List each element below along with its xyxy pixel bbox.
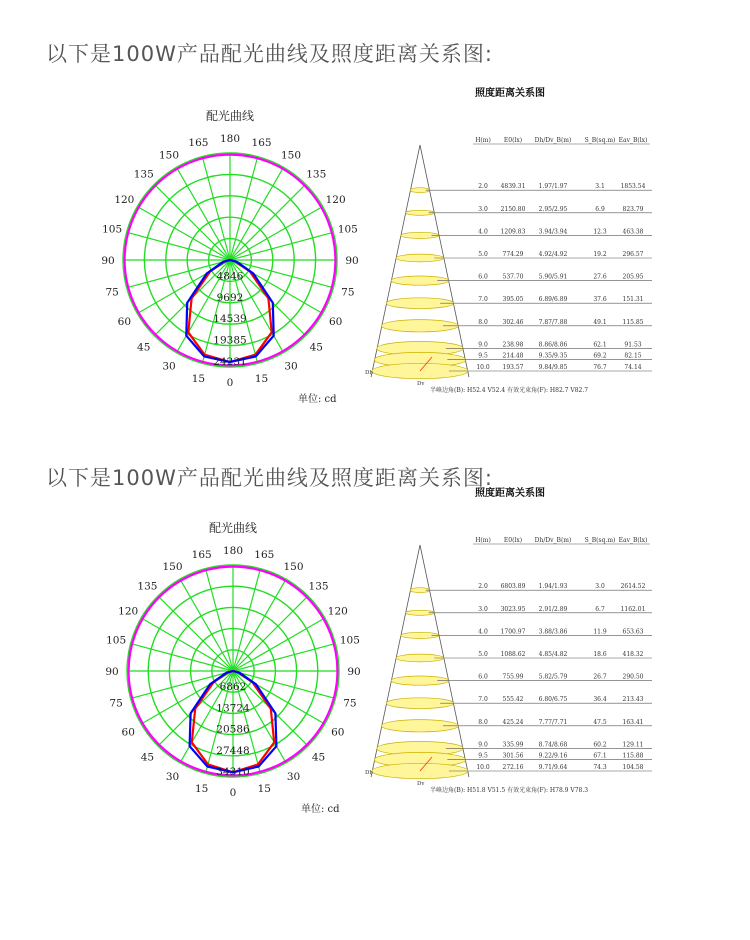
figure-2 xyxy=(0,424,750,844)
table-cell: 47.5 xyxy=(593,718,607,726)
cone-chart xyxy=(365,86,652,394)
angle-label: 120 xyxy=(118,605,139,618)
angle-label: 165 xyxy=(188,137,209,150)
table-cell: 6.0 xyxy=(478,673,488,681)
grid-spoke xyxy=(230,184,306,260)
angle-label: 180 xyxy=(219,133,241,145)
section-2 xyxy=(0,424,750,844)
table-cell: 7.87/7.88 xyxy=(538,318,568,326)
table-cell: 9.5 xyxy=(478,352,488,360)
angle-label: 45 xyxy=(140,751,155,764)
angle-label: 0 xyxy=(226,377,234,389)
candela-label: 19385 xyxy=(213,334,247,347)
unit-label: 单位: cd xyxy=(298,394,337,405)
angle-label: 75 xyxy=(105,286,119,299)
cone-title: 照度距离关系图 xyxy=(475,488,545,499)
grid-spoke xyxy=(177,167,231,260)
table-cell: 74.3 xyxy=(593,764,607,771)
table-cell: 6.80/6.75 xyxy=(538,696,568,704)
angle-label: 180 xyxy=(222,545,244,557)
table-cell: 272.16 xyxy=(502,764,524,771)
table-cell: 2.0 xyxy=(478,183,488,191)
section-title: 以下是100W产品配光曲线及照度距离关系图: xyxy=(46,42,493,66)
table-cell: 9.22/9.16 xyxy=(538,752,568,760)
table-header: Dh/Dv_B(m) xyxy=(534,137,572,144)
angle-label: 75 xyxy=(109,697,123,710)
table-cell: 9.5 xyxy=(478,752,488,760)
table-cell: 7.0 xyxy=(478,296,488,304)
table-header: E0(lx) xyxy=(503,537,523,544)
angle-label: 90 xyxy=(105,666,119,678)
grid-spoke xyxy=(141,618,233,671)
table-cell: 104.58 xyxy=(622,764,644,771)
angle-label: 165 xyxy=(251,137,272,150)
table-cell: 9.84/9.85 xyxy=(538,364,568,371)
table-cell: 7.0 xyxy=(478,696,488,704)
candela-label: 9692 xyxy=(216,291,244,304)
table-cell: 11.9 xyxy=(593,628,607,636)
angle-label: 15 xyxy=(191,372,206,385)
candela-label: 24231 xyxy=(213,356,247,368)
table-cell: 8.0 xyxy=(478,718,488,726)
table-cell: 163.41 xyxy=(622,718,644,726)
table-cell: 6.7 xyxy=(595,605,605,613)
table-cell: 4.92/4.92 xyxy=(538,251,568,258)
table-cell: 4.85/4.82 xyxy=(538,651,568,658)
dv-label: Dv xyxy=(417,781,425,787)
table-cell: 823.79 xyxy=(622,205,644,213)
table-cell: 67.1 xyxy=(593,752,607,760)
angle-label: 15 xyxy=(254,372,269,385)
angle-label: 60 xyxy=(121,726,135,739)
table-cell: 4839.31 xyxy=(500,183,526,191)
table-header: Eav_B(lx) xyxy=(618,537,648,544)
angle-label: 105 xyxy=(102,223,123,236)
angle-label: 105 xyxy=(106,634,127,647)
angle-label: 30 xyxy=(162,360,176,373)
cone-footer: 半峰边角(B): H51.8 V51.5 有效光束角(F): H78.9 V78.3 xyxy=(430,787,589,794)
angle-label: 15 xyxy=(257,782,272,795)
grid-spoke xyxy=(180,579,233,671)
table-cell: 69.2 xyxy=(593,352,607,360)
table-cell: 3.0 xyxy=(478,605,488,613)
table-cell: 335.99 xyxy=(502,741,524,749)
dh-label: Dh xyxy=(365,770,373,776)
polar-chart xyxy=(101,108,358,405)
table-cell: 9.71/9.64 xyxy=(538,764,568,771)
table-cell: 395.05 xyxy=(502,296,524,304)
table-cell: 2.0 xyxy=(478,583,488,591)
table-cell: 2.91/2.89 xyxy=(538,605,568,613)
angle-label: 30 xyxy=(286,770,301,783)
table-cell: 74.14 xyxy=(624,364,642,371)
dh-label: Dh xyxy=(365,370,373,376)
unit-label: 单位: cd xyxy=(301,804,340,815)
angle-label: 150 xyxy=(283,561,304,574)
table-cell: 4.0 xyxy=(478,228,488,236)
section-1 xyxy=(0,0,750,420)
table-cell: 3.1 xyxy=(595,183,605,191)
table-cell: 7.77/7.71 xyxy=(538,718,568,726)
candela-label: 27448 xyxy=(216,744,250,757)
table-cell: 27.6 xyxy=(593,273,607,281)
angle-label: 75 xyxy=(341,286,355,299)
table-cell: 5.82/5.79 xyxy=(538,673,568,681)
table-cell: 5.0 xyxy=(478,651,488,658)
cone-footer: 半峰边角(B): H52.4 V52.4 有效光束角(F): H82.7 V82.7 xyxy=(430,387,589,394)
table-cell: 238.98 xyxy=(502,341,524,349)
table-cell: 10.0 xyxy=(476,764,490,771)
angle-label: 75 xyxy=(343,697,357,710)
table-cell: 418.32 xyxy=(622,651,644,658)
table-header: Eav_B(lx) xyxy=(618,137,648,144)
angle-label: 135 xyxy=(308,580,329,593)
table-cell: 82.15 xyxy=(624,352,642,360)
table-header: Dh/Dv_B(m) xyxy=(534,537,572,544)
figure-1 xyxy=(0,0,750,420)
table-cell: 9.0 xyxy=(478,741,488,749)
table-cell: 3.0 xyxy=(595,583,605,591)
candela-label: 34310 xyxy=(216,766,250,778)
table-cell: 4.0 xyxy=(478,628,488,636)
table-cell: 555.42 xyxy=(502,696,524,704)
table-cell: 3.0 xyxy=(478,205,488,213)
table-cell: 6.0 xyxy=(478,273,488,281)
angle-label: 135 xyxy=(137,580,158,593)
table-cell: 302.46 xyxy=(502,318,524,326)
table-header: H(m) xyxy=(475,537,491,544)
table-cell: 774.29 xyxy=(502,251,524,258)
angle-label: 60 xyxy=(328,316,343,328)
angle-label: 165 xyxy=(254,549,275,562)
grid-spoke xyxy=(233,596,308,671)
table-cell: 60.2 xyxy=(593,741,607,749)
grid-spoke xyxy=(230,207,323,261)
table-cell: 653.63 xyxy=(622,628,644,636)
table-cell: 8.0 xyxy=(478,318,488,326)
angle-label: 90 xyxy=(345,255,359,267)
table-header: S_B(sq.m) xyxy=(584,137,616,144)
angle-label: 0 xyxy=(229,787,237,799)
table-cell: 3.94/3.94 xyxy=(538,228,568,236)
cone-chart xyxy=(365,486,652,794)
angle-label: 135 xyxy=(306,168,327,181)
angle-label: 105 xyxy=(337,223,358,236)
grid-spoke xyxy=(154,184,230,260)
table-cell: 2614.52 xyxy=(620,583,646,591)
table-cell: 1853.54 xyxy=(620,183,646,191)
cone-title: 照度距离关系图 xyxy=(475,88,545,99)
table-cell: 1.97/1.97 xyxy=(538,183,568,191)
table-cell: 3.88/3.86 xyxy=(538,628,568,636)
table-cell: 2150.80 xyxy=(500,205,526,213)
table-cell: 1088.62 xyxy=(500,651,526,658)
table-cell: 26.7 xyxy=(593,673,607,681)
candela-label: 4846 xyxy=(216,270,244,283)
table-cell: 10.0 xyxy=(476,364,490,371)
angle-label: 165 xyxy=(191,549,212,562)
candela-label: 14539 xyxy=(213,313,247,326)
table-cell: 463.38 xyxy=(622,228,644,236)
grid-spoke xyxy=(230,167,284,260)
angle-label: 120 xyxy=(327,605,348,618)
grid-spoke xyxy=(158,596,233,671)
table-cell: 214.48 xyxy=(502,352,524,360)
table-cell: 49.1 xyxy=(593,318,607,326)
table-cell: 6803.89 xyxy=(500,583,526,591)
table-cell: 2.95/2.95 xyxy=(538,205,568,213)
angle-label: 45 xyxy=(311,751,326,764)
table-cell: 755.99 xyxy=(502,673,524,681)
polar-chart xyxy=(105,520,360,815)
angle-label: 150 xyxy=(158,149,180,162)
table-cell: 213.43 xyxy=(622,696,644,704)
angle-label: 45 xyxy=(309,341,323,354)
table-cell: 129.11 xyxy=(622,741,644,749)
angle-label: 45 xyxy=(137,341,151,354)
table-cell: 36.4 xyxy=(593,696,607,704)
angle-label: 120 xyxy=(325,194,346,206)
table-cell: 76.7 xyxy=(593,364,607,371)
table-cell: 290.50 xyxy=(622,673,644,681)
table-cell: 115.88 xyxy=(622,752,644,760)
table-cell: 296.57 xyxy=(622,251,644,258)
table-cell: 12.3 xyxy=(593,228,607,236)
angle-label: 90 xyxy=(347,666,361,678)
angle-label: 105 xyxy=(339,634,360,647)
table-cell: 301.56 xyxy=(502,752,524,760)
candela-label: 6862 xyxy=(219,681,247,694)
candela-label: 20586 xyxy=(216,723,250,736)
table-header: E0(lx) xyxy=(503,137,523,144)
dv-label: Dv xyxy=(417,381,425,387)
angle-label: 90 xyxy=(101,255,115,267)
angle-label: 120 xyxy=(114,194,135,206)
polar-title: 配光曲线 xyxy=(205,109,255,123)
grid-spoke xyxy=(233,579,286,671)
table-cell: 1162.01 xyxy=(620,605,646,613)
table-cell: 19.2 xyxy=(593,251,607,258)
table-cell: 193.57 xyxy=(502,364,524,371)
table-cell: 9.0 xyxy=(478,341,488,349)
angle-label: 30 xyxy=(284,360,298,373)
section-title: 以下是100W产品配光曲线及照度距离关系图: xyxy=(46,466,493,490)
angle-label: 15 xyxy=(194,782,209,795)
angle-label: 150 xyxy=(280,149,302,162)
angle-label: 135 xyxy=(133,168,154,181)
table-cell: 9.35/9.35 xyxy=(538,352,568,360)
table-cell: 1209.83 xyxy=(500,228,526,236)
grid-spoke xyxy=(137,207,230,261)
table-cell: 151.31 xyxy=(622,296,644,304)
candela-label: 13724 xyxy=(216,702,250,715)
table-cell: 8.86/8.86 xyxy=(538,341,568,349)
table-cell: 5.90/5.91 xyxy=(538,273,568,281)
table-cell: 1700.97 xyxy=(500,628,526,636)
table-cell: 115.85 xyxy=(622,318,644,326)
table-cell: 8.74/8.68 xyxy=(538,741,568,749)
table-cell: 62.1 xyxy=(593,341,607,349)
angle-label: 150 xyxy=(162,561,183,574)
table-cell: 6.89/6.89 xyxy=(538,296,568,304)
table-cell: 37.6 xyxy=(593,296,607,304)
table-cell: 1.94/1.93 xyxy=(538,583,568,591)
table-cell: 205.95 xyxy=(622,273,644,281)
grid-spoke xyxy=(233,618,325,671)
table-header: H(m) xyxy=(475,137,491,144)
table-cell: 5.0 xyxy=(478,251,488,258)
table-cell: 3023.95 xyxy=(500,605,526,613)
angle-label: 30 xyxy=(165,770,180,783)
table-cell: 18.6 xyxy=(593,651,607,658)
table-header: S_B(sq.m) xyxy=(584,537,616,544)
table-cell: 425.24 xyxy=(502,718,524,726)
polar-title: 配光曲线 xyxy=(208,521,258,535)
table-cell: 537.70 xyxy=(502,273,524,281)
angle-label: 60 xyxy=(117,316,132,328)
table-cell: 6.9 xyxy=(595,205,605,213)
angle-label: 60 xyxy=(331,726,345,739)
table-cell: 91.53 xyxy=(624,341,642,349)
